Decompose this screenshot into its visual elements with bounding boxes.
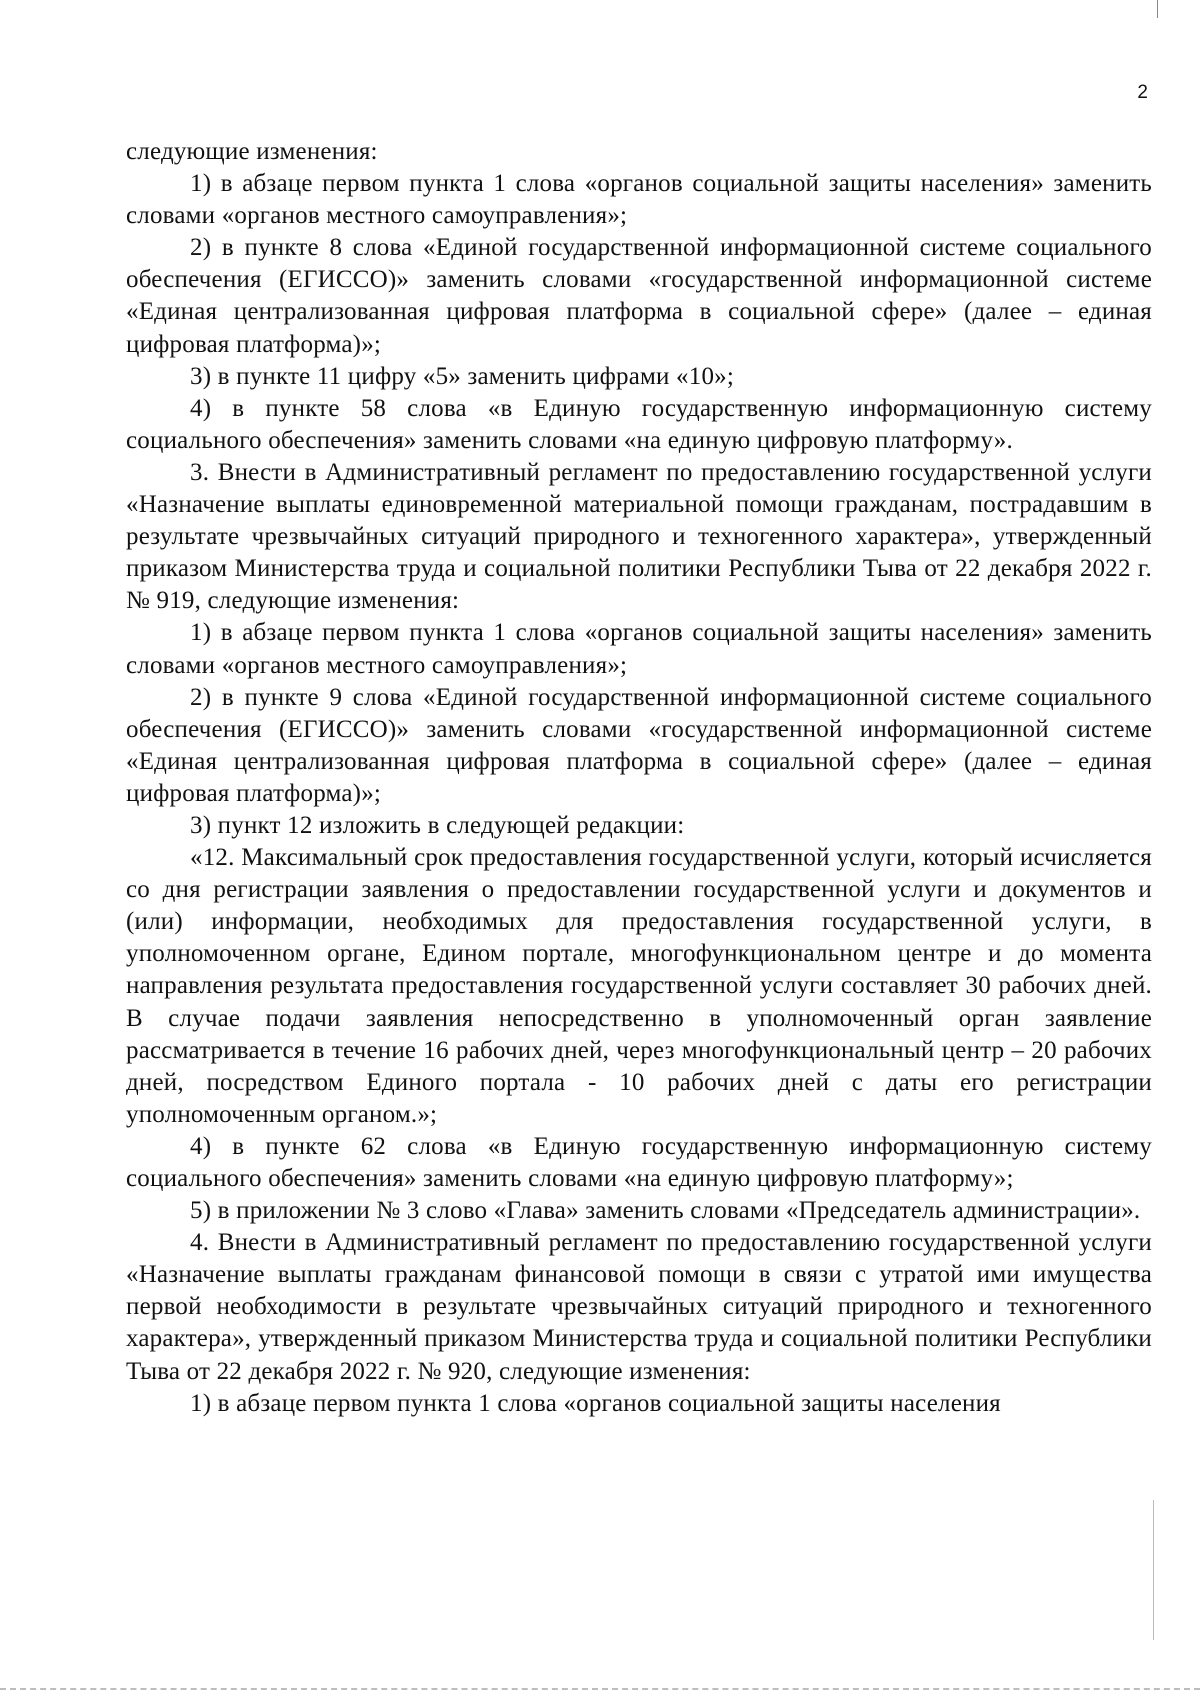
paragraph: 5) в приложении № 3 слово «Глава» заменить словами «Председатель администрации». bbox=[190, 1197, 1141, 1225]
page-number: 2 bbox=[1137, 82, 1148, 103]
paragraph: 4. Внести в Административный регламент по предоставлению государственной услуги «Назначение выплаты гражданам финансовой помощи в связи с утратой ими имущества первой необходимости в результате чрезвычайных ситуаций природного и техногенного характера», утвержденный приказом Министерства труда и социальной политики Республики Тыва от 22 декабря 2022 г. № 920, следующие изменения: bbox=[126, 1229, 1152, 1385]
paragraph: 1) в абзаце первом пункта 1 слова «органов социальной защиты населения» заменить словами «органов местного самоуправления»; bbox=[126, 619, 1152, 679]
scan-edge-mark bbox=[1157, 0, 1158, 18]
paragraph: 3. Внести в Административный регламент по предоставлению государственной услуги «Назначение выплаты единовременной материальной помощи гражданам, пострадавшим в результате чрезвычайных ситуаций природного и техногенного характера», утвержденный приказом Министерства труда и социальной политики Республики Тыва от 22 декабря 2022 г. № 919, следующие изменения: bbox=[126, 458, 1152, 615]
scan-bottom-edge bbox=[0, 1688, 1200, 1690]
paragraph: 3) в пункте 11 цифру «5» заменить цифрами «10»; bbox=[190, 362, 734, 390]
document-body bbox=[126, 136, 1152, 1420]
scan-edge-mark bbox=[1153, 1500, 1154, 1640]
paragraph: 3) пункт 12 изложить в следующей редакции: bbox=[190, 811, 685, 839]
paragraph: 2) в пункте 8 слова «Единой государственной информационной системе социального обеспечения (ЕГИССО)» заменить словами «государственной информационной системе «Единая централизованная цифровая платформа в социальной сфере» (далее – единая цифровая платформа)»; bbox=[126, 234, 1152, 358]
paragraph: «12. Максимальный срок предоставления государственной услуги, который исчисляется со дня регистрации заявления о предоставлении государственной услуги и документов и (или) информации, необходимых для предоставления государственной услуги, в уполномоченном органе, Едином портале, многофункциональном центре и до момента направления результата предоставления государственной услуги составляет 30 рабочих дней. В случае подачи заявления непосредственно в уполномоченный орган заявление рассматривается в течение 16 рабочих дней, через многофункциональный центр – 20 рабочих дней, посредством Единого портала - 10 рабочих дней с даты его регистрации уполномоченным органом.»; bbox=[126, 844, 1152, 1128]
paragraph: 1) в абзаце первом пункта 1 слова «органов социальной защиты населения bbox=[190, 1389, 1001, 1417]
paragraph: 4) в пункте 58 слова «в Единую государственную информационную систему социального обеспечения» заменить словами «на единую цифровую платформу». bbox=[126, 394, 1152, 454]
paragraph: 2) в пункте 9 слова «Единой государственной информационной системе социального обеспечения (ЕГИССО)» заменить словами «государственной информационной системе «Единая централизованная цифровая платформа в социальной сфере» (далее – единая цифровая платформа)»; bbox=[126, 683, 1152, 807]
paragraph: следующие изменения: bbox=[126, 138, 378, 165]
paragraph: 4) в пункте 62 слова «в Единую государственную информационную систему социального обеспечения» заменить словами «на единую цифровую платформу»; bbox=[126, 1132, 1152, 1192]
paragraph: 1) в абзаце первом пункта 1 слова «органов социальной защиты населения» заменить словами «органов местного самоуправления»; bbox=[126, 170, 1152, 230]
